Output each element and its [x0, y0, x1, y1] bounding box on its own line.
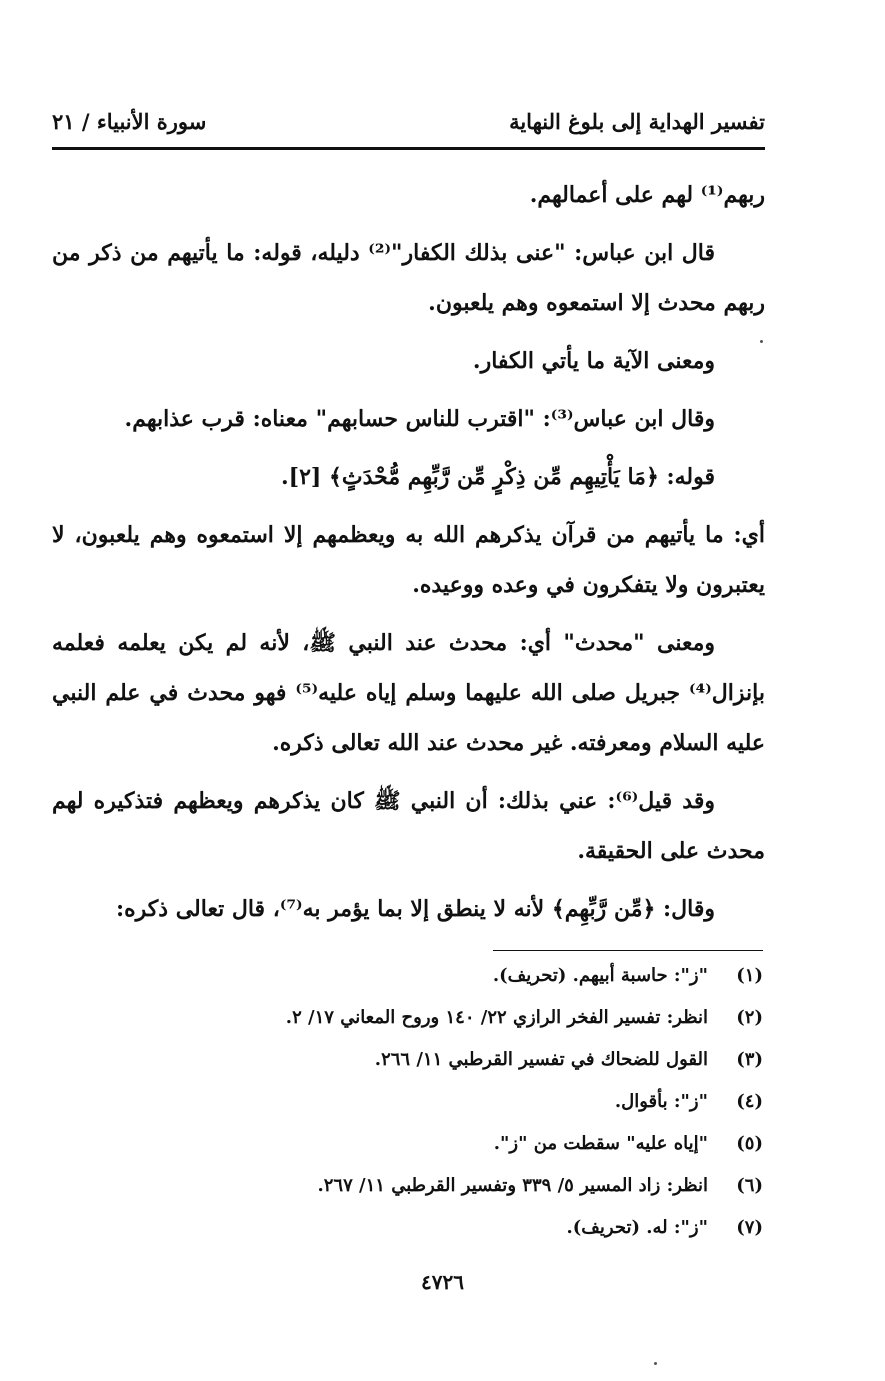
surah-label: سورة الأنبياء / ٢١ — [52, 109, 207, 134]
footnote — [123, 997, 763, 1039]
footnote-text: "ز": بأقوال. — [614, 1091, 708, 1112]
footnote-rule — [493, 950, 763, 951]
footnote-text: "إياه عليه" سقطت من "ز". — [493, 1133, 708, 1154]
scan-speck — [760, 340, 763, 343]
footnote-text: انظر: تفسير الفخر الرازي ٢٢/ ١٤٠ وروح المعاني ١٧/ ٢. — [285, 1007, 708, 1028]
footnote-number: (٢) — [736, 1007, 763, 1028]
footnote-number: (٧) — [736, 1217, 763, 1238]
footnote — [123, 1207, 763, 1249]
paragraph: قال ابن عباس: "عنى بذلك الكفار"⁽²⁾ دليله، قوله: ما يأتيهم من ذكر من ربهم محدث إلا استمعوه وهم يلعبون. — [52, 240, 765, 316]
page-number: ٤٧٢٦ — [421, 1270, 464, 1294]
footnote-text: "ز": حاسبة أبيهم. (تحريف). — [492, 965, 708, 986]
footnote — [123, 1081, 763, 1123]
paragraph: وقال ابن عباس⁽³⁾: "اقترب للناس حسابهم" معناه: قرب عذابهم. — [124, 406, 715, 432]
paragraph: ومعنى الآية ما يأتي الكفار. — [472, 348, 715, 374]
footnote — [123, 955, 763, 997]
footnote — [123, 1039, 763, 1081]
paragraph: ربهم⁽¹⁾ لهم على أعمالهم. — [529, 182, 765, 208]
footnote-number: (٥) — [736, 1133, 763, 1154]
footnotes — [123, 955, 763, 1249]
footnote-number: (٣) — [736, 1049, 763, 1070]
paragraph: قوله: ﴿مَا يَأْتِيهِم مِّن ذِكْرٍ مِّن رَّبِّهِم مُّحْدَثٍ﴾ [٢]. — [281, 464, 715, 490]
running-header — [52, 103, 765, 143]
paragraph: ومعنى "محدث" أي: محدث عند النبي ﷺ، لأنه لم يكن يعلمه فعلمه بإنزال⁽⁴⁾ جبريل صلى الله عليهما وسلم إياه عليه⁽⁵⁾ فهو محدث في علم النبي عليه السلام ومعرفته. غير محدث عند الله تعالى ذكره. — [52, 630, 765, 756]
footnote-number: (٦) — [736, 1175, 763, 1196]
footnote-number: (١) — [736, 965, 763, 986]
book-title: تفسير الهداية إلى بلوغ النهاية — [509, 109, 765, 134]
footnote-number: (٤) — [736, 1091, 763, 1112]
paragraph: وقد قيل⁽⁶⁾: عني بذلك: أن النبي ﷺ كان يذكرهم ويعظهم فتذكيره لهم محدث على الحقيقة. — [52, 788, 765, 864]
footnote — [123, 1123, 763, 1165]
header-rule — [52, 147, 765, 150]
paragraph: وقال: ﴿مِّن رَّبِّهِم﴾ لأنه لا ينطق إلا بما يؤمر به⁽⁷⁾، قال تعالى ذكره: — [116, 896, 715, 922]
footnote-text: القول للضحاك في تفسير القرطبي ١١/ ٢٦٦. — [374, 1049, 708, 1070]
main-text — [52, 170, 765, 942]
scan-speck — [654, 1362, 657, 1365]
footnote-text: انظر: زاد المسير ٥/ ٣٣٩ وتفسير القرطبي ١١/ ٢٦٧. — [317, 1175, 708, 1196]
footnote — [123, 1165, 763, 1207]
footnote-text: "ز": له. (تحريف). — [566, 1217, 708, 1238]
paragraph: أي: ما يأتيهم من قرآن يذكرهم الله به ويعظمهم إلا استمعوه وهم يلعبون، لا يعتبرون ولا يتفكرون في وعده ووعيده. — [52, 522, 765, 598]
